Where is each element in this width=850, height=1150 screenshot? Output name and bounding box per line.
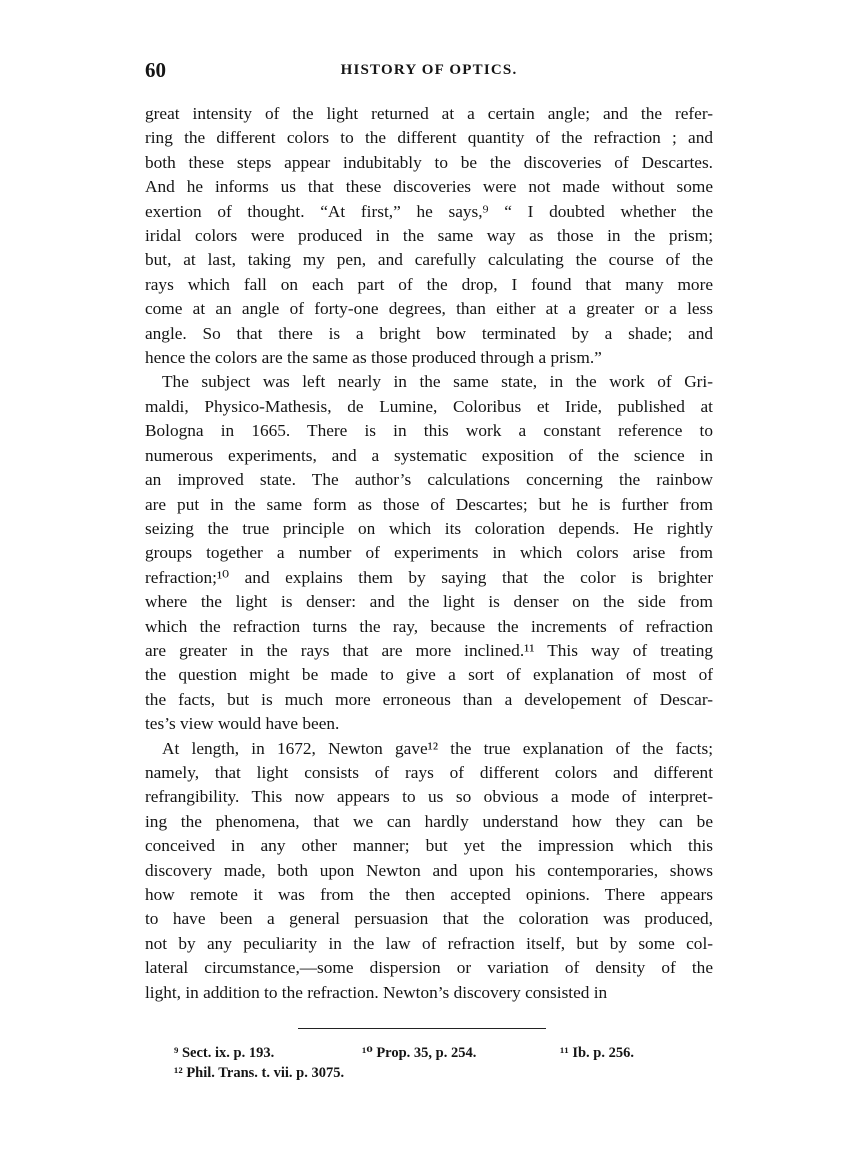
text-line: an improved state. The author’s calculations concerning the rainbow bbox=[145, 470, 713, 490]
running-title: HISTORY OF OPTICS. bbox=[340, 62, 518, 78]
text-line: the question might be made to give a sort of explanation of most of bbox=[145, 665, 713, 685]
text-line: iridal colors were produced in the same way as those in the prism; bbox=[145, 226, 713, 246]
page-number: 60 bbox=[145, 58, 166, 82]
footnotes bbox=[174, 1043, 694, 1083]
text-line: not by any peculiarity in the law of refraction itself, but by some col- bbox=[145, 933, 713, 953]
paragraph bbox=[145, 102, 713, 370]
text-line: where the light is denser: and the light is denser on the side from bbox=[145, 592, 713, 612]
text-line: how remote it was from the then accepted opinions. There appears bbox=[145, 885, 713, 904]
text-line: exertion of thought. “At first,” he says,⁹ “ I doubted whether the bbox=[145, 201, 713, 221]
text-line: lateral circumstance,—some dispersion or variation of density of the bbox=[145, 958, 713, 978]
page-header bbox=[145, 58, 713, 84]
text-line: maldi, Physico-Mathesis, de Lumine, Coloribus et Iride, published at bbox=[145, 396, 713, 416]
text-line: which the refraction turns the ray, because the increments of refraction bbox=[145, 616, 713, 636]
text-line: seizing the true principle on which its coloration depends. He rightly bbox=[145, 518, 713, 538]
text-line: the facts, but is much more erroneous than a developement of Descar- bbox=[145, 689, 713, 709]
text-line: both these steps appear indubitably to be the discoveries of Descartes. bbox=[145, 152, 713, 172]
text-line: are put in the same form as those of Descartes; but he is further from bbox=[145, 494, 713, 514]
text-line: At length, in 1672, Newton gave¹² the true explanation of the facts; bbox=[162, 738, 713, 758]
footnote: ¹⁰ Prop. 35, p. 254. bbox=[362, 1045, 477, 1061]
text-line: And he informs us that these discoveries were not made without some bbox=[145, 177, 713, 197]
text-line: hence the colors are the same as those produced through a prism.” bbox=[145, 348, 602, 368]
text-line: but, at last, taking my pen, and carefully calculating the course of the bbox=[145, 250, 713, 270]
text-line: Bologna in 1665. There is in this work a constant reference to bbox=[145, 421, 713, 441]
body-text bbox=[145, 102, 713, 1005]
text-line: The subject was left nearly in the same state, in the work of Gri- bbox=[162, 372, 713, 392]
text-line: tes’s view would have been. bbox=[145, 714, 340, 734]
text-line: angle. So that there is a bright bow terminated by a shade; and bbox=[145, 323, 713, 343]
text-line: refraction;¹⁰ and explains them by saying that the color is brighter bbox=[145, 567, 713, 587]
paragraph bbox=[145, 370, 713, 736]
footnote-row bbox=[174, 1043, 694, 1063]
text-line: numerous experiments, and a systematic exposition of the science in bbox=[145, 445, 713, 465]
text-line: to have been a general persuasion that the coloration was produced, bbox=[145, 909, 713, 929]
text-line: great intensity of the light returned at a certain angle; and the refer- bbox=[145, 104, 713, 123]
text-line: groups together a number of experiments in which colors arise from bbox=[145, 543, 713, 563]
text-line: refrangibility. This now appears to us so obvious a mode of interpret- bbox=[145, 787, 713, 807]
text-line: conceived in any other manner; but yet the impression which this bbox=[145, 836, 713, 856]
text-line: discovery made, both upon Newton and upon his contemporaries, shows bbox=[145, 860, 713, 880]
footnote-rule bbox=[298, 1028, 546, 1029]
text-line: ring the different colors to the different quantity of the refraction ; and bbox=[145, 128, 713, 148]
paragraph bbox=[145, 737, 713, 1005]
text-line: are greater in the rays that are more inclined.¹¹ This way of treating bbox=[145, 640, 713, 660]
text-line: rays which fall on each part of the drop, I found that many more bbox=[145, 274, 713, 294]
text-line: come at an angle of forty-one degrees, than either at a greater or a less bbox=[145, 299, 713, 319]
footnote: ¹¹ Ib. p. 256. bbox=[560, 1045, 634, 1061]
footnote-row bbox=[174, 1063, 694, 1083]
text-line: ing the phenomena, that we can hardly understand how they can be bbox=[145, 811, 713, 831]
text-line: namely, that light consists of rays of different colors and different bbox=[145, 762, 713, 782]
footnote: ⁹ Sect. ix. p. 193. bbox=[174, 1045, 275, 1061]
footnote: ¹² Phil. Trans. t. vii. p. 3075. bbox=[174, 1065, 345, 1081]
text-line: light, in addition to the refraction. Newton’s discovery consisted in bbox=[145, 982, 608, 1002]
